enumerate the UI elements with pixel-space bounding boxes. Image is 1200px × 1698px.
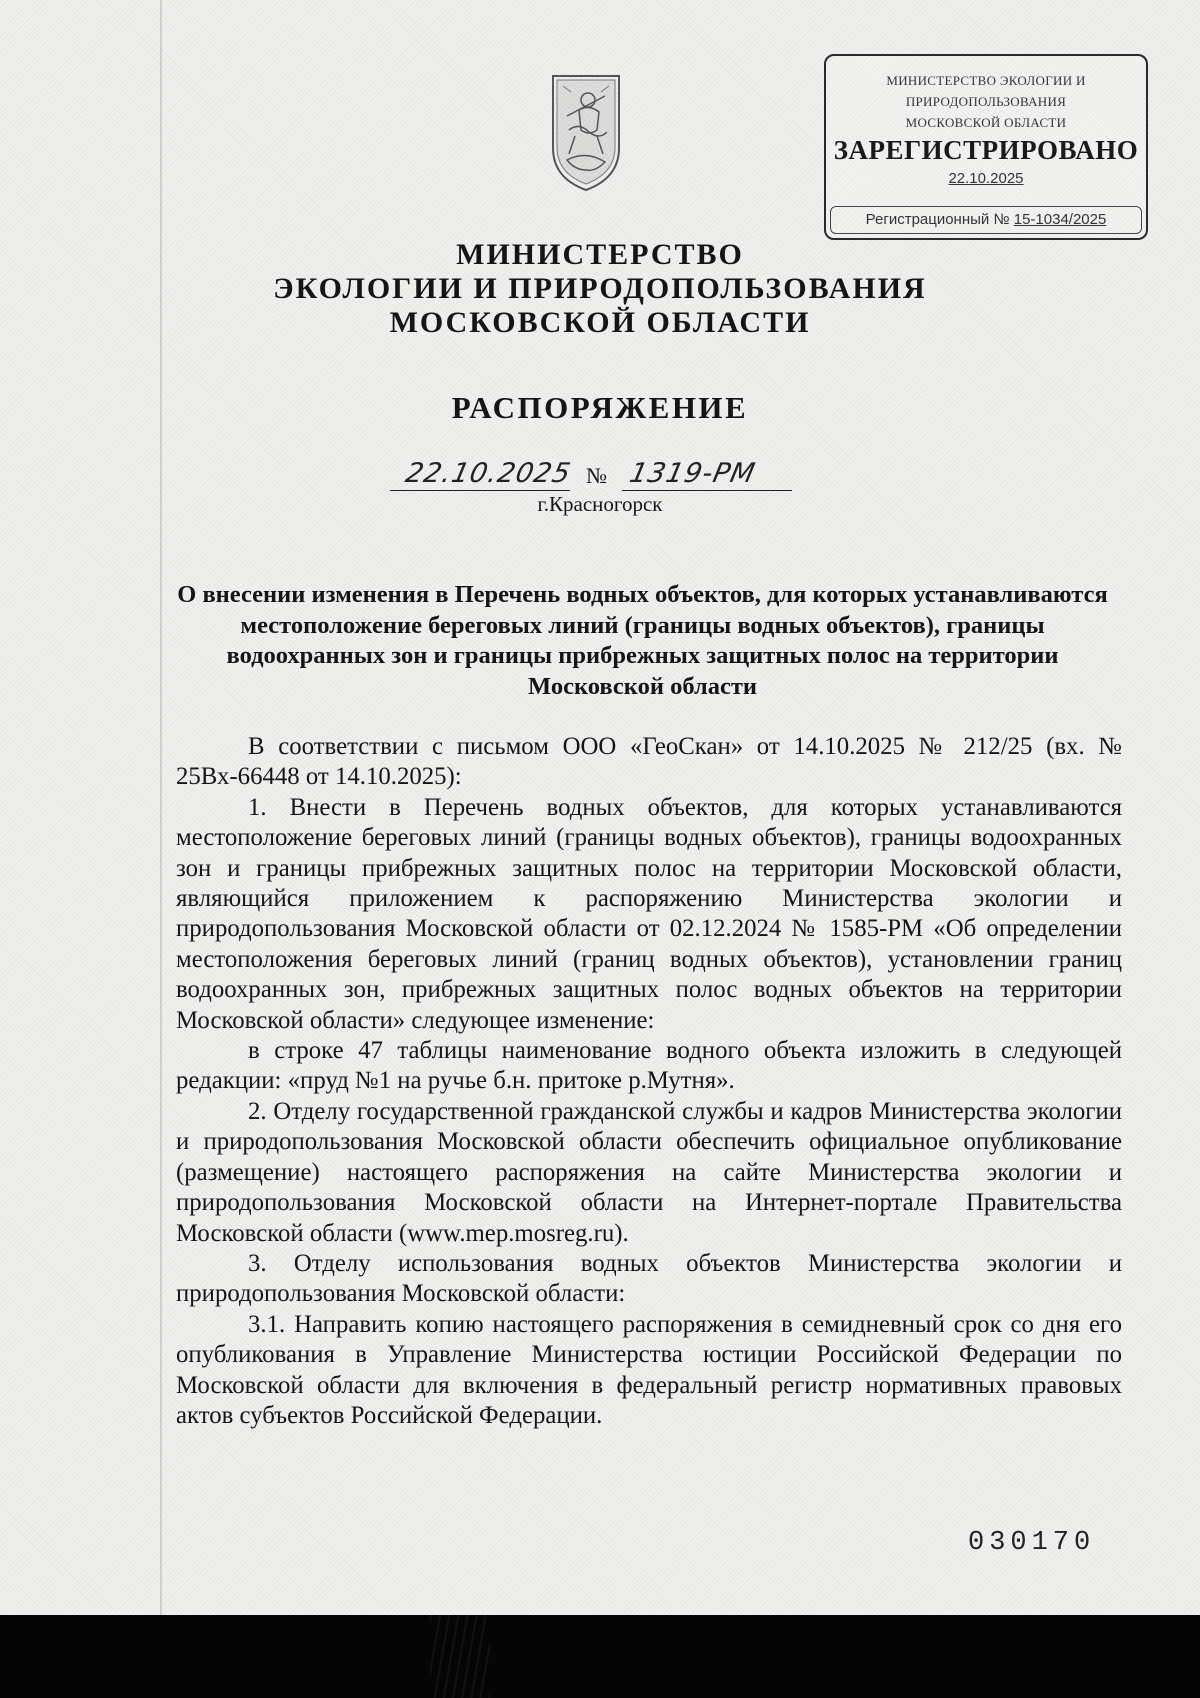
city: г.Красногорск: [537, 492, 663, 516]
body-paragraph: 3.1. Направить копию настоящего распоряжения в семидневный срок со дня его опубликования в Управление Министерства юстиции Российской Федерации по Московской области для включения в федеральный регистр нормативных правовых актов субъектов Российской Федерации.: [176, 1310, 1122, 1429]
date-underline: [390, 490, 570, 491]
handwritten-number: 1319-РМ: [626, 458, 759, 489]
handwritten-date: 22.10.2025: [402, 458, 574, 489]
stamp-organization: [826, 70, 1146, 133]
number-underline: [622, 490, 792, 491]
stamp-reg-label: Регистрационный №: [865, 211, 1010, 228]
document-body: [176, 732, 1122, 1431]
ministry-title: [200, 238, 1000, 340]
number-sign: №: [586, 463, 607, 488]
page-fold-line: [160, 0, 162, 1615]
stamp-org-line: ПРИРОДОПОЛЬЗОВАНИЯ: [905, 94, 1067, 109]
footer-code: 030170: [968, 1528, 1096, 1558]
stamp-status: ЗАРЕГИСТРИРОВАНО: [833, 135, 1139, 165]
document-type: РАСПОРЯЖЕНИЕ: [451, 390, 749, 425]
stamp-reg-number: 15-1034/2025: [1013, 211, 1107, 228]
stamp-registration-number: [830, 206, 1142, 234]
date-number-line: [390, 453, 810, 495]
scan-bottom-edge: [0, 1615, 1200, 1698]
ministry-title-line: МИНИСТЕРСТВО: [456, 238, 744, 271]
registration-stamp: [824, 54, 1148, 240]
stamp-date: 22.10.2025: [948, 170, 1024, 187]
body-paragraph: 2. Отделу государственной гражданской службы и кадров Министерства экологии и природопользования Московской области обеспечить официальное опубликование (размещение) настоящего распоряжения на сайте Министерства экологии и природопользования Московской области на Интернет-портале Правительства Московской области (www.mep.mosreg.ru).: [176, 1097, 1122, 1247]
coat-of-arms-icon: [545, 70, 627, 194]
scan-smudge: [430, 1615, 490, 1698]
body-paragraph: В соответствии с письмом ООО «ГеоСкан» от 14.10.2025 № 212/25 (вх. № 25Вх-66448 от 14.10.2025):: [176, 733, 1122, 791]
order-title: О внесении изменения в Перечень водных объектов, для которых устанавливаются местоположение береговых линий (границы водных объектов), границы водоохранных зон и границы прибрежных защитных полос на территории Московской области: [177, 581, 1108, 700]
body-paragraph: 1. Внести в Перечень водных объектов, для которых устанавливаются местоположение береговых линий (границы водных объектов), границы водоохранных зон и границы прибрежных защитных полос на территории Московской области, являющийся приложением к распоряжению Министерства экологии и природопользования Московской области от 02.12.2024 № 1585-РМ «Об определении местоположения береговых линий (границ водных объектов), установлении границ водоохранных зон, прибрежных защитных полос водных объектов на территории Московской области» следующее изменение:: [176, 793, 1122, 1034]
ministry-title-line: ЭКОЛОГИИ И ПРИРОДОПОЛЬЗОВАНИЯ: [273, 272, 927, 305]
stamp-org-line: МОСКОВСКОЙ ОБЛАСТИ: [905, 115, 1067, 130]
body-paragraph: в строке 47 таблицы наименование водного объекта изложить в следующей редакции: «пруд №1 на ручье б.н. притоке р.Мутня».: [176, 1037, 1122, 1095]
ministry-title-line: МОСКОВСКОЙ ОБЛАСТИ: [389, 306, 811, 339]
stamp-org-line: МИНИСТЕРСТВО ЭКОЛОГИИ И: [886, 73, 1086, 88]
body-paragraph: 3. Отделу использования водных объектов Министерства экологии и природопользования Московской области:: [176, 1249, 1122, 1308]
